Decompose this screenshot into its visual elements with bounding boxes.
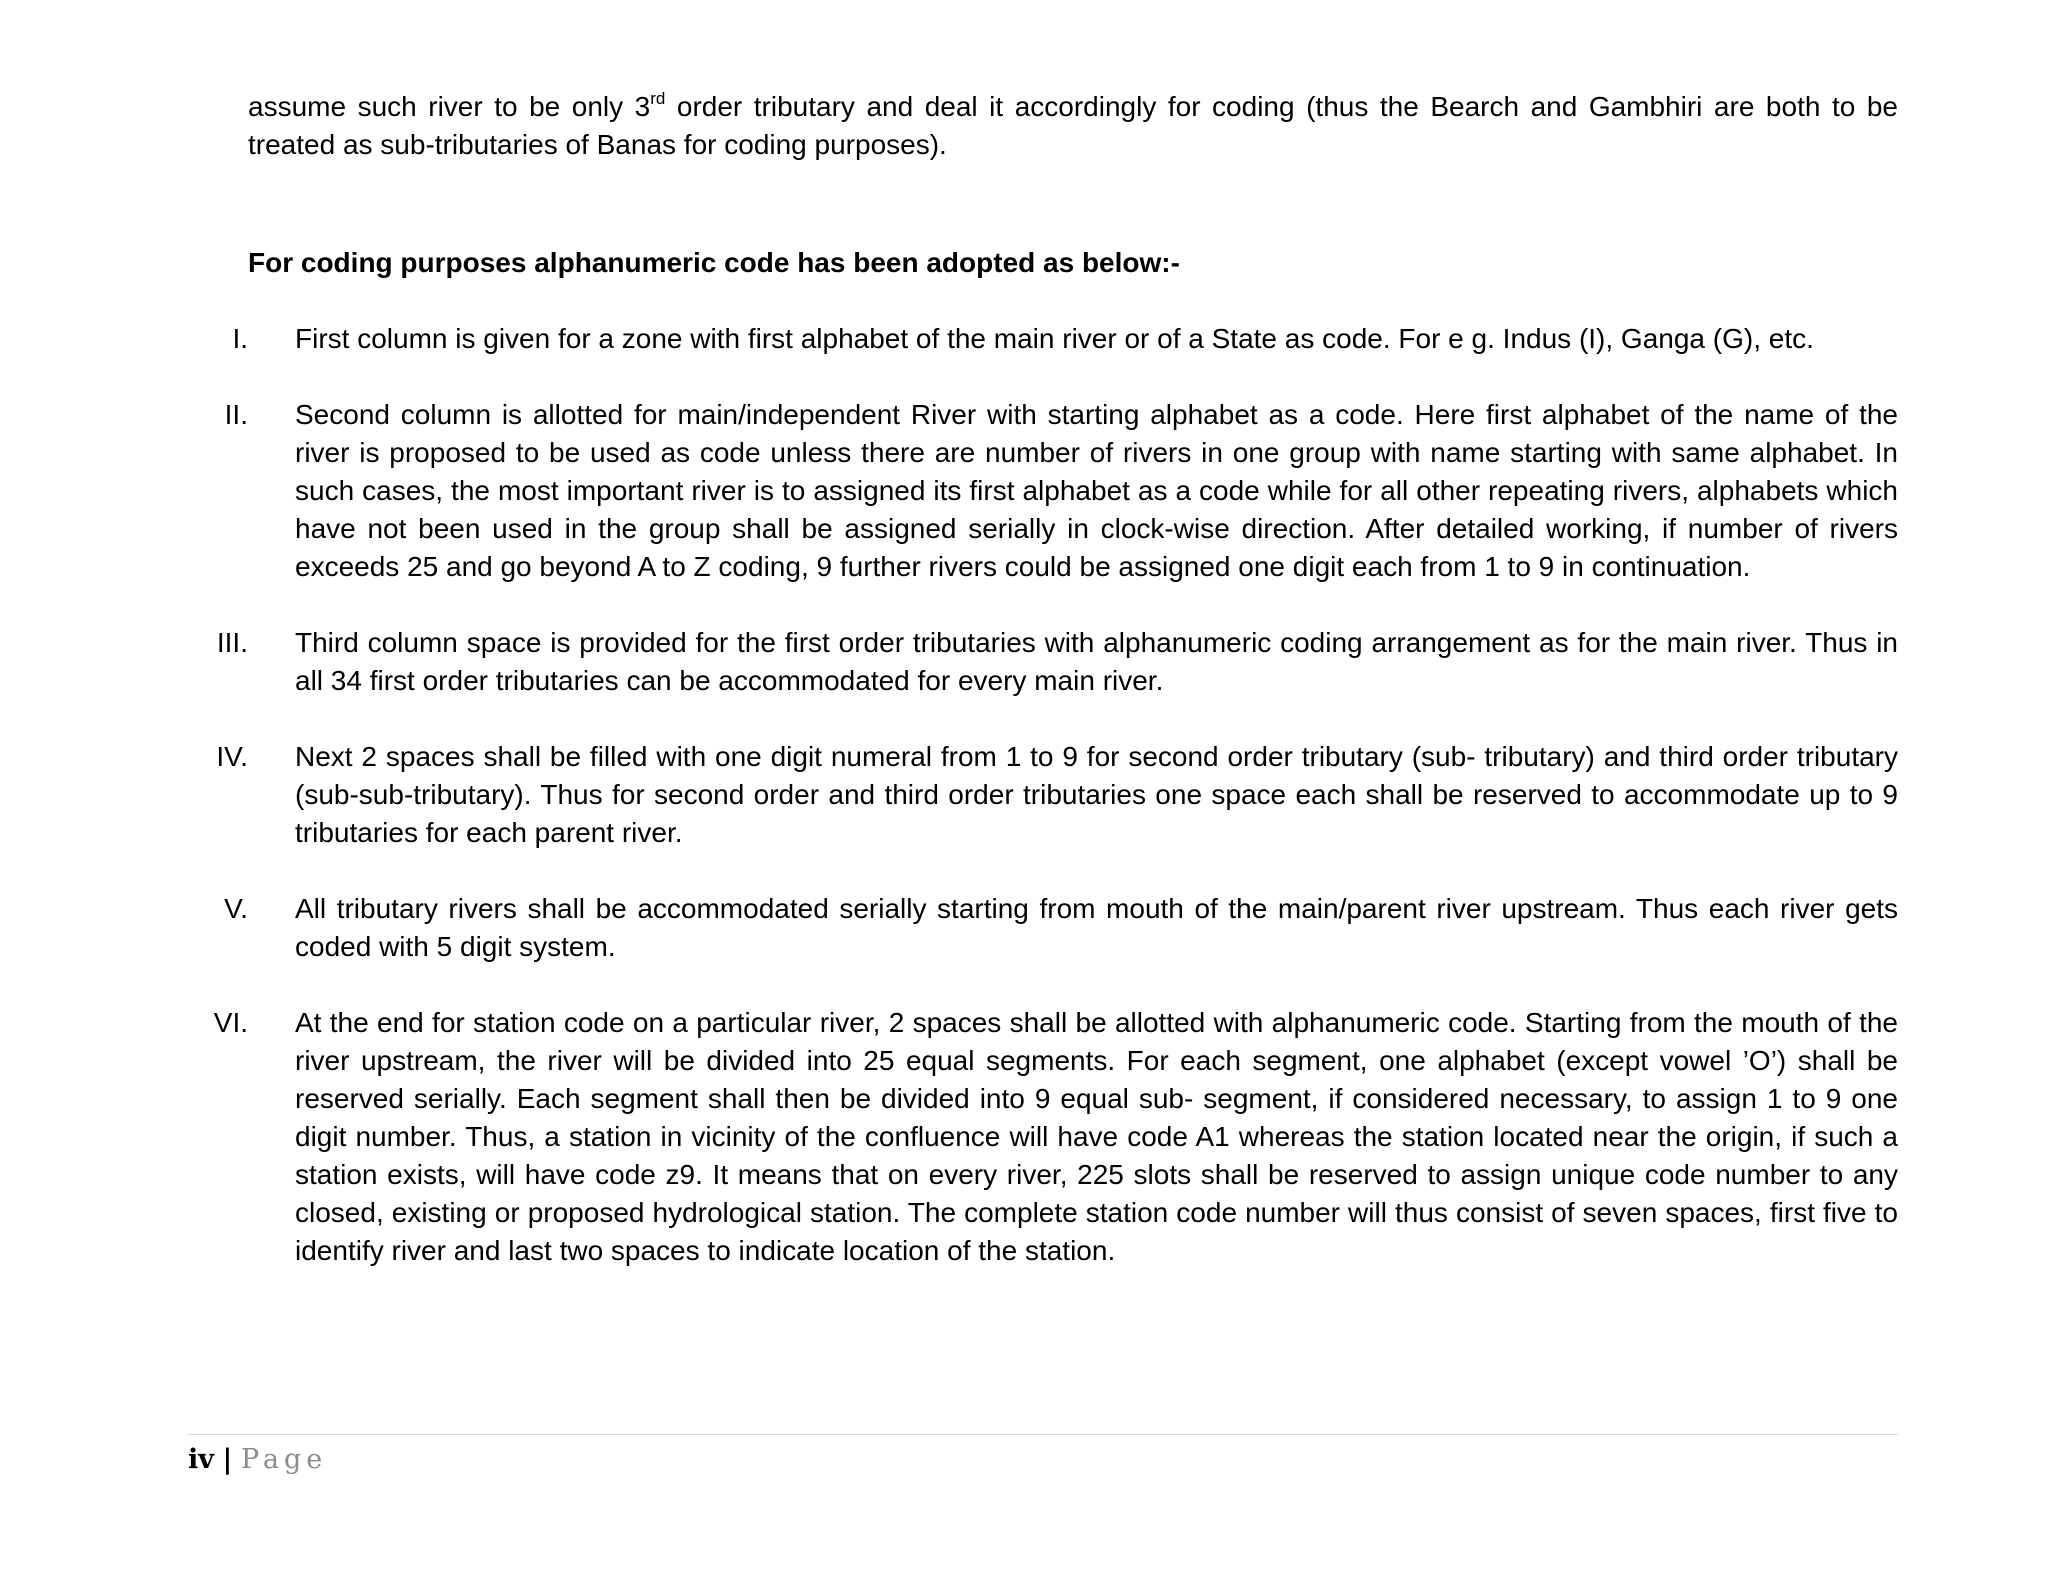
list-numeral: V. — [224, 893, 248, 924]
page-label: Page — [240, 1444, 328, 1475]
intro-text-end: order tributary and deal it accordingly for coding (thus the Bearch and Gambhiri are both to be treated as sub-tributaries of Banas for coding purposes). — [248, 91, 1898, 160]
section-heading: For coding purposes alphanumeric code has been adopted as below:- — [248, 247, 1180, 278]
list-numeral: III. — [216, 627, 248, 658]
intro-text-start: assume such river to be only 3 — [248, 91, 651, 122]
list-item-text: All tributary rivers shall be accommodated serially starting from mouth of the main/parent river upstream. Thus each river gets coded with 5 digit system. — [295, 893, 1898, 962]
list-numeral: II. — [224, 399, 248, 430]
list-item-text: At the end for station code on a particular river, 2 spaces shall be allotted with alphanumeric code. Starting from the mouth of the river upstream, the river will be divided into 25 equal segments. For each segment, one alphabet (except vowel ’O’) shall be reserved serially. Each segment shall then be divided into 9 equal sub- segment, if considered necessary, to assign 1 to 9 one digit number. Thus, a station in vicinity of the confluence will have code A1 whereas the station located near the origin, if such a station exists, will have code z9. It means that on every river, 225 slots shall be reserved to assign unique code number to any closed, existing or proposed hydrological station. The complete station code number will thus consist of seven spaces, first five to identify river and last two spaces to indicate location of the station. — [295, 1007, 1898, 1266]
list-item-text: Next 2 spaces shall be filled with one digit numeral from 1 to 9 for second order tributary (sub- tributary) and third order tributary (sub-sub-tributary). Thus for second order and third order tributaries one space each shall be reserved to accommodate up to 9 tributaries for each parent river. — [295, 741, 1898, 848]
page-number: iv — [188, 1444, 214, 1475]
list-numeral: I. — [232, 323, 248, 354]
intro-paragraph — [248, 88, 1898, 164]
ordinal-superscript: rd — [650, 89, 666, 108]
list-numeral: IV. — [216, 741, 248, 772]
footer-divider — [188, 1434, 1898, 1435]
list-item-text: Third column space is provided for the first order tributaries with alphanumeric coding arrangement as for the main river. Thus in all 34 first order tributaries can be accommodated for every main river. — [295, 627, 1898, 696]
list-numeral: VI. — [213, 1007, 248, 1038]
list-item-text: Second column is allotted for main/independent River with starting alphabet as a code. Here first alphabet of the name of the river is proposed to be used as code unless there are number of rivers in one group with name starting with same alphabet. In such cases, the most important river is to assigned its first alphabet as a code while for all other repeating rivers, alphabets which have not been used in the group shall be assigned serially in clock-wise direction. After detailed working, if number of rivers exceeds 25 and go beyond A to Z coding, 9 further rivers could be assigned one digit each from 1 to 9 in continuation. — [295, 399, 1898, 582]
footer-separator: | — [222, 1444, 233, 1475]
list-item-text: First column is given for a zone with first alphabet of the main river or of a State as code. For e g. Indus (I), Ganga (G), etc. — [295, 323, 1814, 354]
page-footer — [188, 1442, 327, 1478]
